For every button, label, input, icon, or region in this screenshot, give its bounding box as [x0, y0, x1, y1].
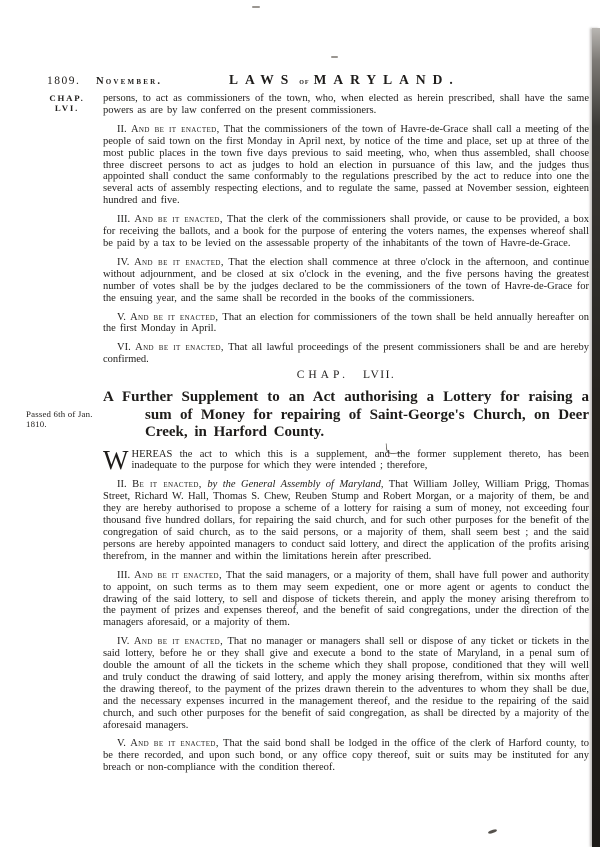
- section-text: That the clerk of the commissioners shall provide, or cause to be provided, a box for receiving the ballots, and a book for the purpose of entering the voters names, the expenses whereof shall be paid by a tax to be levied on the assessable property of the inhabitants of the town of Havre-de-Grace.: [103, 214, 589, 249]
- section-number: III.: [117, 569, 131, 581]
- section-text: That the said managers, or a majority of them, shall have full power and authority to appoint, on such terms as to them may seem expedient, one or more agent or agents to conduct the drawing of the said lottery, to sell and dispose of tickets therein, and apply the money arising therefrom to the payment of prizes and expenses thereof, and the benefit of said congregations, under the direction of the managers aforesaid, or a majority of them.: [103, 569, 589, 629]
- section-text: That the said bond shall be lodged in the office of the clerk of Harford county, to be there recorded, and upon such bond, or any office copy thereof, suit or suits may be instituted for any breach or non-compliance with the condition thereof.: [103, 738, 589, 774]
- chapter-heading-number: LVII.: [362, 369, 396, 382]
- section-number: V.: [117, 311, 126, 323]
- enacting-clause: And be it enacted,: [134, 256, 224, 268]
- enacting-clause: And be it enacted,: [130, 738, 219, 750]
- section-number: VI.: [117, 342, 131, 354]
- chap57-section-3: [103, 570, 589, 630]
- enacting-clause: And be it enacted,: [130, 123, 220, 135]
- page-year: 1809.: [47, 75, 81, 87]
- whereas-paragraph: [103, 444, 589, 475]
- running-title-laws: LAWS: [229, 72, 296, 87]
- enacting-authority: by the General Assembly of Maryland,: [207, 479, 384, 491]
- enacting-clause: And be it enacted,: [133, 636, 224, 648]
- chap56-section-3: [103, 214, 589, 250]
- section-text: That the election shall commence at three o'clock in the afternoon, and continue without adjournment, and be closed at six o'clock in the evening, and the five persons having the greatest number of votes shall be by the judges declared to be the commissioners of the town of Havre-de-Grace for the ensuing year, and the same shall be recorded in the books of the commissioners.: [103, 256, 589, 304]
- section-number: V.: [117, 738, 126, 750]
- section-text: That the commissioners of the town of Havre-de-Grace shall call a meeting of the people of said town on the first Monday in April next, by notice of the time and place, set up at three of the most public places in the town five days previous to said meeting, who, when thus assembled, shall choose three discreet persons to act as judges to hold an election in pursuance of this law, and the judges thus appointed shall conduct the same conformably to the regulations prescribed by the act to reduce into one the several acts of assembly respecting elections, and to regulate the same, passed at November session, eighteen hundred and five.: [103, 123, 590, 207]
- enacting-clause: And be it enacted,: [135, 342, 224, 354]
- scan-artifact: [488, 829, 497, 835]
- section-number: IV.: [117, 256, 130, 268]
- scan-artifact: [331, 56, 338, 58]
- section-text: That all lawful proceedings of the present commissioners shall be and are hereby confirmed.: [103, 342, 589, 366]
- chap56-section-5: [103, 312, 589, 336]
- chap57-section-2: [103, 479, 589, 562]
- whereas-text: HEREAS the act to which this is a supplement, and the former supplement thereto, has been inadequate to the purpose for which they were intended ; therefore,: [131, 448, 589, 472]
- section-number: III.: [117, 214, 131, 226]
- margin-chap-number: LVI.: [54, 102, 80, 113]
- section-number: IV.: [117, 636, 130, 648]
- running-title-of: of: [299, 76, 310, 86]
- section-text: That an election for commissioners of the town shall be held annually hereafter on the first Monday in April.: [103, 311, 589, 335]
- chapter-heading-label: CHAP.: [296, 369, 349, 382]
- running-title-maryland: MARYLAND.: [313, 72, 460, 87]
- margin-note-passed-date: Passed 6th of Jan. 1810.: [26, 409, 93, 429]
- chapter-57-heading: [103, 370, 589, 382]
- text-column: [103, 93, 589, 781]
- scan-gutter-shadow: [592, 28, 600, 847]
- margin-note-chapter-56: [36, 94, 98, 114]
- running-title: [229, 71, 491, 89]
- chap56-section-6: [103, 342, 589, 366]
- session-month: November.: [96, 76, 163, 87]
- chap57-section-4: [103, 636, 589, 731]
- section-number: II.: [117, 123, 127, 135]
- section-number: II.: [117, 479, 127, 491]
- scan-artifact: [252, 6, 260, 8]
- chap56-section-2: [103, 124, 589, 207]
- chap56-section-4: [103, 257, 589, 305]
- enacting-clause: Be it enacted,: [132, 479, 202, 491]
- enacting-clause: And be it enacted,: [134, 214, 223, 226]
- section-text: That no manager or managers shall sell or dispose of any ticket or tickets in the said lottery, before he or they shall give and execute a bond to the state of Maryland, in a penal sum of double the amount of all the tickets in the scheme which they shall propose, conditioned that they will well and truly conduct the drawing of said lottery, and apply the money arising therefrom, within six months after the drawing thereof, to the payment of the prizes drawn therein to the adventures to whom they shall be due, and the necessary expenses incurred in the management thereof, and the residue to the repairing of the said church, and such other purposes for the benefit of said congregation, as shall be directed by a majority of the aforesaid managers.: [103, 636, 590, 731]
- enacting-clause: And be it enacted,: [130, 311, 219, 323]
- enacting-clause: And be it enacted,: [134, 569, 222, 581]
- margin-chap-label: CHAP.: [49, 93, 85, 103]
- chap56-continuation-paragraph: persons, to act as commissioners of the town, who, when elected as herein prescribed, shall have the same powers as are by law conferred on the present commissioners.: [103, 93, 589, 116]
- section-text: That William Jolley, William Prigg, Thomas Street, Richard W. Hall, Thomas S. Chew, Reuben Stump and Robert Morgan, or a majority of them, be and they are hereby authorised to propose a scheme of a lottery for raising a sum of money, not exceeding four thousand five hundred dollars, for repairing the said church, and for such other purposes for the benefit of the congregation of said church, as to the said persons, or a majority of them, shall seem best ; and the said persons are hereby appointed managers to conduct said lottery, and direct the application of the profits arising therefrom, in the manner and within the limitations herein after prescribed.: [103, 479, 589, 562]
- act-title: A Further Supplement to an Act authorising a Lottery for raising a sum of Money for repairing of Saint-George's Church, on Deer Creek, in Harford County.: [103, 389, 589, 441]
- chap57-section-5: [103, 738, 589, 774]
- drop-cap: W: [103, 444, 129, 475]
